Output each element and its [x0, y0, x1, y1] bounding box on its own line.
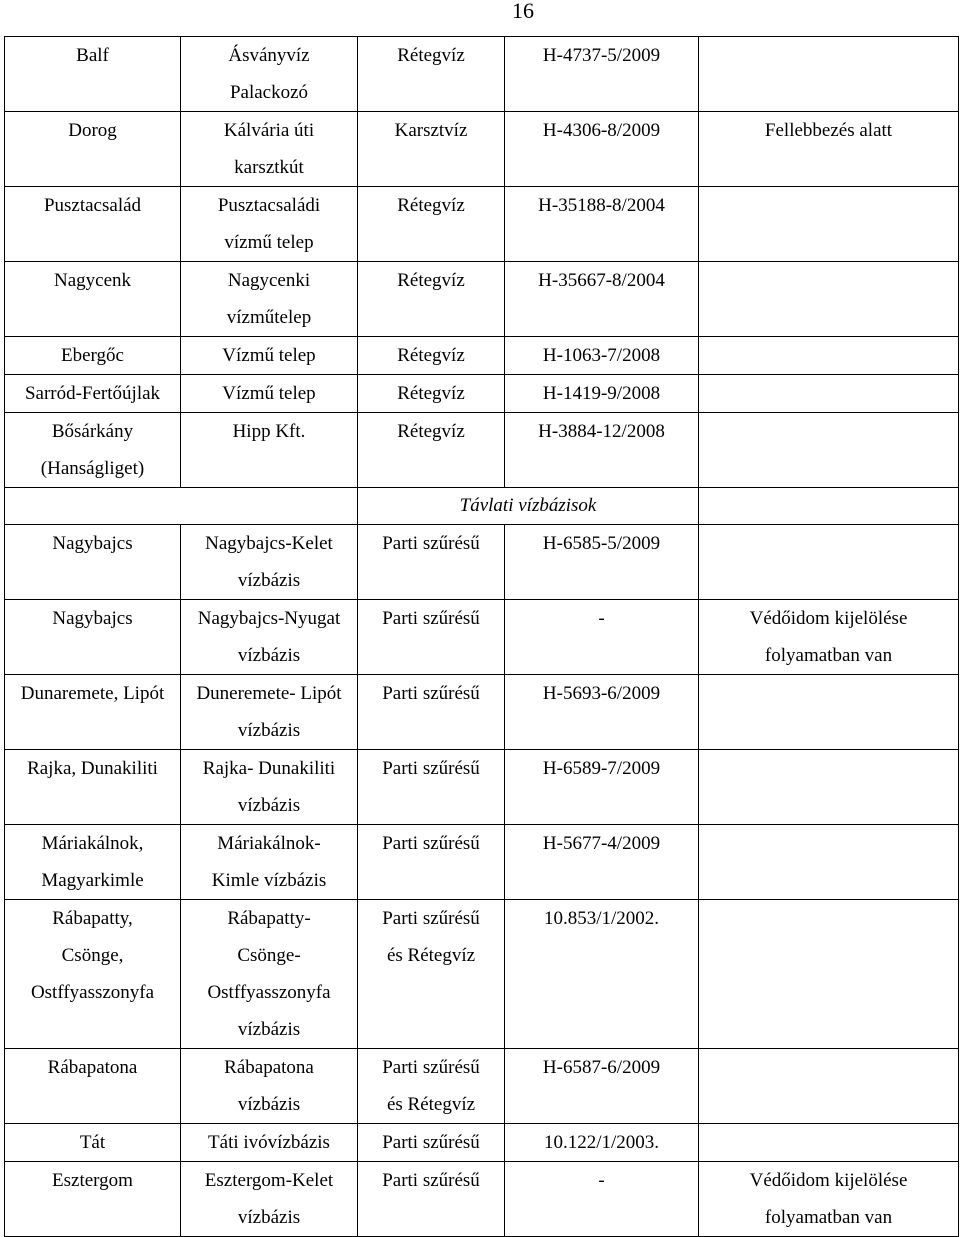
- permit-number-cell: [505, 375, 699, 413]
- cell-text-line: folyamatban van: [764, 1207, 893, 1228]
- cell-text-line: H-6587-6/2009: [542, 1057, 661, 1078]
- cell-text-line: Rétegvíz: [397, 383, 465, 404]
- note-cell: [699, 750, 959, 825]
- cell-text-line: vízbázis: [237, 570, 301, 591]
- cell-text-line: Csönge,: [61, 945, 124, 966]
- note-cell: [699, 1124, 959, 1162]
- settlement-cell: [5, 187, 181, 262]
- note-cell: [699, 1162, 959, 1237]
- cell-text-line: Hipp Kft.: [232, 421, 306, 442]
- cell-text-line: Vízmű telep: [222, 383, 316, 404]
- page-number: 16: [512, 0, 534, 23]
- facility-cell: [181, 750, 358, 825]
- cell-text-line: 10.853/1/2002.: [543, 908, 660, 929]
- cell-text-line: Rétegvíz: [397, 195, 465, 216]
- table-row: [5, 525, 959, 600]
- cell-text-line: Parti szűrésű: [382, 833, 480, 854]
- note-cell: [699, 488, 959, 525]
- cell-text-line: Nagybajcs: [52, 533, 133, 554]
- cell-text-line: Rábapatona: [47, 1057, 138, 1078]
- facility-cell: [181, 112, 358, 187]
- section-title: Távlati vízbázisok: [358, 488, 699, 525]
- cell-text-line: Parti szűrésű: [382, 908, 480, 929]
- cell-text-line: H-1063-7/2008: [542, 345, 661, 366]
- cell-text-line: Rábapatty-: [227, 908, 311, 929]
- cell-text-line: H-5677-4/2009: [542, 833, 661, 854]
- note-cell: [699, 825, 959, 900]
- permit-number-cell: [505, 600, 699, 675]
- table-row: [5, 900, 959, 1049]
- table-row: [5, 750, 959, 825]
- cell-text-line: Rétegvíz: [397, 270, 465, 291]
- cell-text-line: Rábapatty,: [52, 908, 133, 929]
- cell-text-line: -: [598, 1170, 605, 1191]
- cell-text-line: Karsztvíz: [394, 120, 468, 141]
- cell-text-line: és Rétegvíz: [386, 1094, 476, 1115]
- note-cell: [699, 600, 959, 675]
- cell-text-line: Dorog: [68, 120, 117, 141]
- cell-text-line: Rábapatona: [224, 1057, 314, 1078]
- facility-cell: [181, 1124, 358, 1162]
- settlement-cell: [5, 375, 181, 413]
- cell-text-line: Parti szűrésű: [382, 683, 480, 704]
- facility-cell: [181, 1049, 358, 1124]
- permit-number-cell: [505, 675, 699, 750]
- table-row: [5, 375, 959, 413]
- table-row: [5, 1124, 959, 1162]
- cell-text-line: vízműtelep: [226, 307, 312, 328]
- water-type-cell: [358, 375, 505, 413]
- permit-number-cell: [505, 750, 699, 825]
- cell-text-line: Palackozó: [229, 82, 309, 103]
- note-cell: [699, 413, 959, 488]
- facility-cell: [181, 262, 358, 337]
- cell-text-line: Nagybajcs-Kelet: [205, 533, 333, 554]
- cell-text-line: H-6589-7/2009: [542, 758, 661, 779]
- water-type-cell: [358, 1162, 505, 1237]
- cell-text-line: Máriakálnok-: [217, 833, 321, 854]
- cell-text-line: Bősárkány: [51, 421, 134, 442]
- cell-text-line: H-35188-8/2004: [538, 195, 665, 216]
- permit-number-cell: [505, 37, 699, 112]
- cell-text-line: H-4737-5/2009: [542, 45, 661, 66]
- facility-cell: [181, 337, 358, 375]
- cell-text-line: Tát: [79, 1132, 106, 1153]
- cell-text-line: Parti szűrésű: [382, 1170, 480, 1191]
- note-cell: [699, 187, 959, 262]
- permit-number-cell: [505, 112, 699, 187]
- facility-cell: [181, 37, 358, 112]
- settlement-cell: [5, 37, 181, 112]
- cell-text-line: Védőidom kijelölése: [749, 1170, 908, 1191]
- settlement-cell: [5, 262, 181, 337]
- section-row: [5, 488, 959, 525]
- water-type-cell: [358, 413, 505, 488]
- permit-number-cell: [505, 262, 699, 337]
- cell-text-line: Nagycenki: [227, 270, 311, 291]
- cell-text-line: H-3884-12/2008: [538, 421, 665, 442]
- note-cell: [699, 262, 959, 337]
- water-type-cell: [358, 112, 505, 187]
- facility-cell: [181, 525, 358, 600]
- water-type-cell: [358, 525, 505, 600]
- cell-text-line: Parti szűrésű: [382, 608, 480, 629]
- cell-text-line: Ostffyasszonyfa: [207, 982, 331, 1003]
- cell-text-line: H-6585-5/2009: [542, 533, 661, 554]
- note-cell: [699, 675, 959, 750]
- water-type-cell: [358, 337, 505, 375]
- table-row: [5, 413, 959, 488]
- settlement-cell: [5, 1162, 181, 1237]
- cell-text-line: Csönge-: [237, 945, 301, 966]
- water-type-cell: [358, 900, 505, 1049]
- cell-text-line: H-35667-8/2004: [538, 270, 665, 291]
- cell-text-line: folyamatban van: [764, 645, 893, 666]
- cell-text-line: Fellebbezés alatt: [764, 120, 893, 141]
- table-row: [5, 187, 959, 262]
- cell-text-line: -: [598, 608, 605, 629]
- settlement-cell: [5, 825, 181, 900]
- water-type-cell: [358, 825, 505, 900]
- cell-text-line: Duneremete- Lipót: [196, 683, 342, 704]
- cell-text-line: Ostffyasszonyfa: [30, 982, 155, 1003]
- table-row: [5, 337, 959, 375]
- cell-text-line: Pusztacsaládi: [217, 195, 321, 216]
- section-spacer-cell: [5, 488, 358, 525]
- cell-text-line: Sarród-Fertőújlak: [24, 383, 161, 404]
- water-type-cell: [358, 262, 505, 337]
- cell-text-line: Balf: [76, 45, 109, 66]
- facility-cell: [181, 1162, 358, 1237]
- cell-text-line: és Rétegvíz: [386, 945, 476, 966]
- water-type-cell: [358, 1049, 505, 1124]
- cell-text-line: karsztkút: [234, 157, 304, 178]
- cell-text-line: Nagycenk: [53, 270, 132, 291]
- table-row: [5, 1049, 959, 1124]
- cell-text-line: H-1419-9/2008: [542, 383, 661, 404]
- cell-text-line: Parti szűrésű: [382, 758, 480, 779]
- settlement-cell: [5, 750, 181, 825]
- facility-cell: [181, 675, 358, 750]
- cell-text-line: Táti ivóvízbázis: [208, 1132, 330, 1153]
- cell-text-line: vízbázis: [237, 1094, 301, 1115]
- permit-number-cell: [505, 1124, 699, 1162]
- cell-text-line: Esztergom: [52, 1170, 133, 1191]
- settlement-cell: [5, 1049, 181, 1124]
- settlement-cell: [5, 413, 181, 488]
- water-type-cell: [358, 37, 505, 112]
- cell-text-line: Parti szűrésű: [382, 1132, 480, 1153]
- cell-text-line: Ebergőc: [61, 345, 124, 366]
- permit-number-cell: [505, 413, 699, 488]
- cell-text-line: H-5693-6/2009: [542, 683, 661, 704]
- cell-text-line: vízbázis: [237, 645, 301, 666]
- table-row: [5, 1162, 959, 1237]
- table-row: [5, 112, 959, 187]
- cell-text-line: 10.122/1/2003.: [543, 1132, 660, 1153]
- cell-text-line: Kálvária úti: [223, 120, 315, 141]
- permit-number-cell: [505, 1049, 699, 1124]
- cell-text-line: Parti szűrésű: [382, 1057, 480, 1078]
- note-cell: [699, 900, 959, 1049]
- water-type-cell: [358, 1124, 505, 1162]
- water-type-cell: [358, 187, 505, 262]
- facility-cell: [181, 900, 358, 1049]
- facility-cell: [181, 187, 358, 262]
- cell-text-line: vízbázis: [237, 1207, 301, 1228]
- cell-text-line: Dunaremete, Lipót: [20, 683, 165, 704]
- water-type-cell: [358, 600, 505, 675]
- water-base-table: [4, 36, 959, 1237]
- cell-text-line: Pusztacsalád: [43, 195, 142, 216]
- permit-number-cell: [505, 900, 699, 1049]
- table-row: [5, 600, 959, 675]
- settlement-cell: [5, 1124, 181, 1162]
- permit-number-cell: [505, 1162, 699, 1237]
- cell-text-line: Esztergom-Kelet: [204, 1170, 334, 1191]
- cell-text-line: Védőidom kijelölése: [749, 608, 908, 629]
- water-type-cell: [358, 750, 505, 825]
- note-cell: [699, 37, 959, 112]
- cell-text-line: H-4306-8/2009: [542, 120, 661, 141]
- facility-cell: [181, 413, 358, 488]
- cell-text-line: vízmű telep: [224, 232, 314, 253]
- settlement-cell: [5, 600, 181, 675]
- cell-text-line: Rétegvíz: [397, 45, 465, 66]
- permit-number-cell: [505, 187, 699, 262]
- cell-text-line: Nagybajcs: [52, 608, 133, 629]
- table-row: [5, 675, 959, 750]
- cell-text-line: (Hanságliget): [40, 458, 145, 479]
- cell-text-line: Rajka- Dunakiliti: [202, 758, 336, 779]
- cell-text-line: vízbázis: [237, 720, 301, 741]
- cell-text-line: vízbázis: [237, 795, 301, 816]
- settlement-cell: [5, 112, 181, 187]
- cell-text-line: Ásványvíz: [228, 45, 310, 66]
- permit-number-cell: [505, 525, 699, 600]
- facility-cell: [181, 600, 358, 675]
- cell-text-line: vízbázis: [237, 1019, 301, 1040]
- water-type-cell: [358, 675, 505, 750]
- facility-cell: [181, 375, 358, 413]
- cell-text-line: Rétegvíz: [397, 421, 465, 442]
- permit-number-cell: [505, 825, 699, 900]
- cell-text-line: Nagybajcs-Nyugat: [197, 608, 341, 629]
- cell-text-line: Máriakálnok,: [41, 833, 144, 854]
- cell-text-line: Rajka, Dunakiliti: [27, 758, 158, 779]
- settlement-cell: [5, 900, 181, 1049]
- cell-text-line: Rétegvíz: [397, 345, 465, 366]
- cell-text-line: Magyarkimle: [41, 870, 144, 891]
- settlement-cell: [5, 337, 181, 375]
- note-cell: [699, 337, 959, 375]
- note-cell: [699, 1049, 959, 1124]
- table-row: [5, 825, 959, 900]
- cell-text-line: Vízmű telep: [222, 345, 316, 366]
- note-cell: [699, 112, 959, 187]
- table-row: [5, 262, 959, 337]
- table-row: [5, 37, 959, 112]
- cell-text-line: Parti szűrésű: [382, 533, 480, 554]
- facility-cell: [181, 825, 358, 900]
- settlement-cell: [5, 525, 181, 600]
- note-cell: [699, 525, 959, 600]
- note-cell: [699, 375, 959, 413]
- permit-number-cell: [505, 337, 699, 375]
- settlement-cell: [5, 675, 181, 750]
- cell-text-line: Kimle vízbázis: [211, 870, 327, 891]
